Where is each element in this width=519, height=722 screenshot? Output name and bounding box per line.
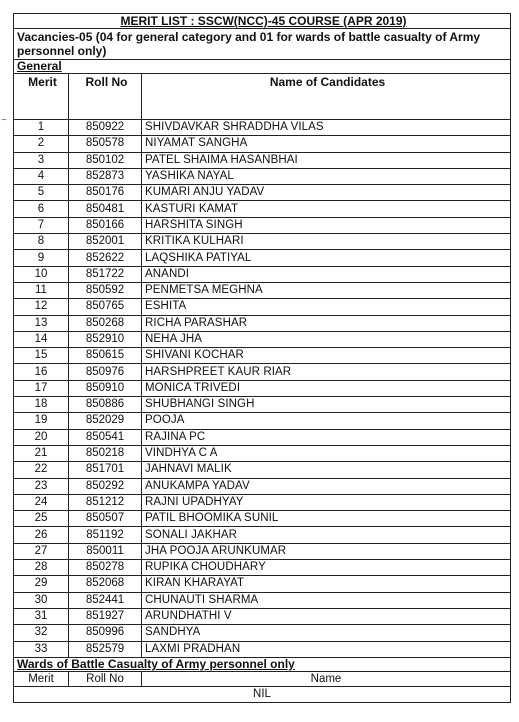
wards-merit-header: Merit: [14, 671, 69, 686]
roll-no-cell: 850507: [69, 511, 142, 527]
candidate-name-cell: MONICA TRIVEDI: [142, 380, 511, 396]
candidate-name-cell: NIYAMAT SANGHA: [142, 136, 511, 152]
candidate-name-cell: SONALI JAKHAR: [142, 527, 511, 543]
wards-header-row: [14, 671, 511, 686]
candidate-name-cell: SHIVDAVKAR SHRADDHA VILAS: [142, 120, 511, 136]
roll-no-header: Roll No: [69, 74, 142, 120]
merit-cell: 10: [14, 266, 69, 282]
roll-no-cell: 850615: [69, 348, 142, 364]
roll-no-cell: 850886: [69, 397, 142, 413]
merit-cell: 14: [14, 331, 69, 347]
table-row: [14, 331, 511, 347]
table-row: [14, 641, 511, 657]
table-row: [14, 527, 511, 543]
merit-cell: 4: [14, 168, 69, 184]
merit-cell: 3: [14, 152, 69, 168]
table-row: [14, 576, 511, 592]
merit-cell: 2: [14, 136, 69, 152]
table-row: [14, 217, 511, 233]
merit-list-table: [13, 13, 511, 703]
table-row: [14, 380, 511, 396]
margin-mark: ~: [1, 115, 7, 126]
title-row: [14, 14, 511, 29]
roll-no-cell: 851927: [69, 608, 142, 624]
candidate-name-cell: SHUBHANGI SINGH: [142, 397, 511, 413]
merit-cell: 16: [14, 364, 69, 380]
merit-list-sheet: [13, 13, 510, 703]
table-row: [14, 136, 511, 152]
roll-no-cell: 850292: [69, 478, 142, 494]
candidate-name-cell: HARSHITA SINGH: [142, 217, 511, 233]
wards-section-row: [14, 657, 511, 671]
table-row: [14, 120, 511, 136]
candidate-name-cell: ARUNDHATHI V: [142, 608, 511, 624]
table-row: [14, 462, 511, 478]
candidate-name-cell: JHA POOJA ARUNKUMAR: [142, 543, 511, 559]
roll-no-cell: 852579: [69, 641, 142, 657]
merit-cell: 17: [14, 380, 69, 396]
table-row: [14, 364, 511, 380]
merit-cell: 30: [14, 592, 69, 608]
candidate-name-cell: HARSHPREET KAUR RIAR: [142, 364, 511, 380]
roll-no-cell: 851192: [69, 527, 142, 543]
candidate-name-cell: CHUNAUTI SHARMA: [142, 592, 511, 608]
candidate-name-cell: POOJA: [142, 413, 511, 429]
candidate-name-cell: SHIVANI KOCHAR: [142, 348, 511, 364]
roll-no-cell: 850996: [69, 625, 142, 641]
roll-no-cell: 850592: [69, 282, 142, 298]
merit-cell: 18: [14, 397, 69, 413]
candidate-name-cell: YASHIKA NAYAL: [142, 168, 511, 184]
general-rows: [14, 120, 511, 658]
merit-cell: 31: [14, 608, 69, 624]
candidate-name-cell: PATEL SHAIMA HASANBHAI: [142, 152, 511, 168]
general-header-row: [14, 74, 511, 120]
candidate-name-cell: JAHNAVI MALIK: [142, 462, 511, 478]
roll-no-cell: 850268: [69, 315, 142, 331]
merit-cell: 27: [14, 543, 69, 559]
merit-cell: 6: [14, 201, 69, 217]
candidate-name-cell: PATIL BHOOMIKA SUNIL: [142, 511, 511, 527]
roll-no-cell: 850278: [69, 560, 142, 576]
roll-no-cell: 850910: [69, 380, 142, 396]
wards-nil-row: [14, 686, 511, 702]
merit-header: Merit: [14, 74, 69, 120]
table-row: [14, 266, 511, 282]
roll-no-cell: 850102: [69, 152, 142, 168]
roll-no-cell: 850166: [69, 217, 142, 233]
merit-cell: 20: [14, 429, 69, 445]
table-row: [14, 234, 511, 250]
table-row: [14, 397, 511, 413]
wards-name-header: Name: [142, 671, 511, 686]
table-row: [14, 299, 511, 315]
table-row: [14, 168, 511, 184]
table-row: [14, 592, 511, 608]
candidate-name-cell: RAJINA PC: [142, 429, 511, 445]
table-row: [14, 201, 511, 217]
table-row: [14, 185, 511, 201]
roll-no-cell: 851722: [69, 266, 142, 282]
candidate-name-cell: LAXMI PRADHAN: [142, 641, 511, 657]
merit-cell: 23: [14, 478, 69, 494]
merit-cell: 32: [14, 625, 69, 641]
document-title: MERIT LIST : SSCW(NCC)-45 COURSE (APR 2019): [14, 14, 511, 29]
table-row: [14, 282, 511, 298]
merit-cell: 19: [14, 413, 69, 429]
table-row: [14, 315, 511, 331]
merit-cell: 29: [14, 576, 69, 592]
merit-cell: 33: [14, 641, 69, 657]
general-section-row: [14, 60, 511, 74]
candidate-name-cell: KRITIKA KULHARI: [142, 234, 511, 250]
roll-no-cell: 850765: [69, 299, 142, 315]
merit-cell: 8: [14, 234, 69, 250]
roll-no-cell: 850922: [69, 120, 142, 136]
roll-no-cell: 852068: [69, 576, 142, 592]
roll-no-cell: 850541: [69, 429, 142, 445]
table-row: [14, 445, 511, 461]
general-section-label: General: [14, 60, 511, 74]
merit-cell: 22: [14, 462, 69, 478]
merit-cell: 24: [14, 494, 69, 510]
wards-section-label: Wards of Battle Casualty of Army personnel only: [14, 657, 511, 671]
roll-no-cell: 852910: [69, 331, 142, 347]
merit-cell: 26: [14, 527, 69, 543]
roll-no-cell: 850481: [69, 201, 142, 217]
roll-no-cell: 851212: [69, 494, 142, 510]
roll-no-cell: 850976: [69, 364, 142, 380]
candidate-name-cell: ANANDI: [142, 266, 511, 282]
nil-text: NIL: [14, 686, 511, 702]
candidate-name-header: Name of Candidates: [142, 74, 511, 120]
roll-no-cell: 852441: [69, 592, 142, 608]
merit-cell: 15: [14, 348, 69, 364]
roll-no-cell: 850176: [69, 185, 142, 201]
roll-no-cell: 850218: [69, 445, 142, 461]
table-row: [14, 560, 511, 576]
table-row: [14, 413, 511, 429]
table-row: [14, 494, 511, 510]
table-row: [14, 543, 511, 559]
merit-cell: 1: [14, 120, 69, 136]
wards-roll-no-header: Roll No: [69, 671, 142, 686]
vacancies-text: Vacancies-05 (04 for general category and 01 for wards of battle casualty of Army personnel only): [14, 29, 511, 60]
table-row: [14, 250, 511, 266]
table-row: [14, 348, 511, 364]
candidate-name-cell: LAQSHIKA PATIYAL: [142, 250, 511, 266]
candidate-name-cell: ANUKAMPA YADAV: [142, 478, 511, 494]
vacancies-row: [14, 29, 511, 60]
merit-cell: 9: [14, 250, 69, 266]
candidate-name-cell: SANDHYA: [142, 625, 511, 641]
table-row: [14, 625, 511, 641]
roll-no-cell: 851701: [69, 462, 142, 478]
candidate-name-cell: RAJNI UPADHYAY: [142, 494, 511, 510]
merit-cell: 11: [14, 282, 69, 298]
candidate-name-cell: KASTURI KAMAT: [142, 201, 511, 217]
merit-cell: 12: [14, 299, 69, 315]
merit-cell: 25: [14, 511, 69, 527]
candidate-name-cell: RICHA PARASHAR: [142, 315, 511, 331]
roll-no-cell: 852029: [69, 413, 142, 429]
merit-cell: 13: [14, 315, 69, 331]
candidate-name-cell: PENMETSA MEGHNA: [142, 282, 511, 298]
merit-cell: 28: [14, 560, 69, 576]
merit-cell: 5: [14, 185, 69, 201]
roll-no-cell: 850578: [69, 136, 142, 152]
table-row: [14, 152, 511, 168]
candidate-name-cell: ESHITA: [142, 299, 511, 315]
roll-no-cell: 852622: [69, 250, 142, 266]
candidate-name-cell: KUMARI ANJU YADAV: [142, 185, 511, 201]
table-row: [14, 429, 511, 445]
candidate-name-cell: NEHA JHA: [142, 331, 511, 347]
roll-no-cell: 852001: [69, 234, 142, 250]
candidate-name-cell: VINDHYA C A: [142, 445, 511, 461]
candidate-name-cell: KIRAN KHARAYAT: [142, 576, 511, 592]
table-row: [14, 478, 511, 494]
candidate-name-cell: RUPIKA CHOUDHARY: [142, 560, 511, 576]
table-row: [14, 511, 511, 527]
table-row: [14, 608, 511, 624]
merit-cell: 21: [14, 445, 69, 461]
merit-cell: 7: [14, 217, 69, 233]
roll-no-cell: 852873: [69, 168, 142, 184]
roll-no-cell: 850011: [69, 543, 142, 559]
